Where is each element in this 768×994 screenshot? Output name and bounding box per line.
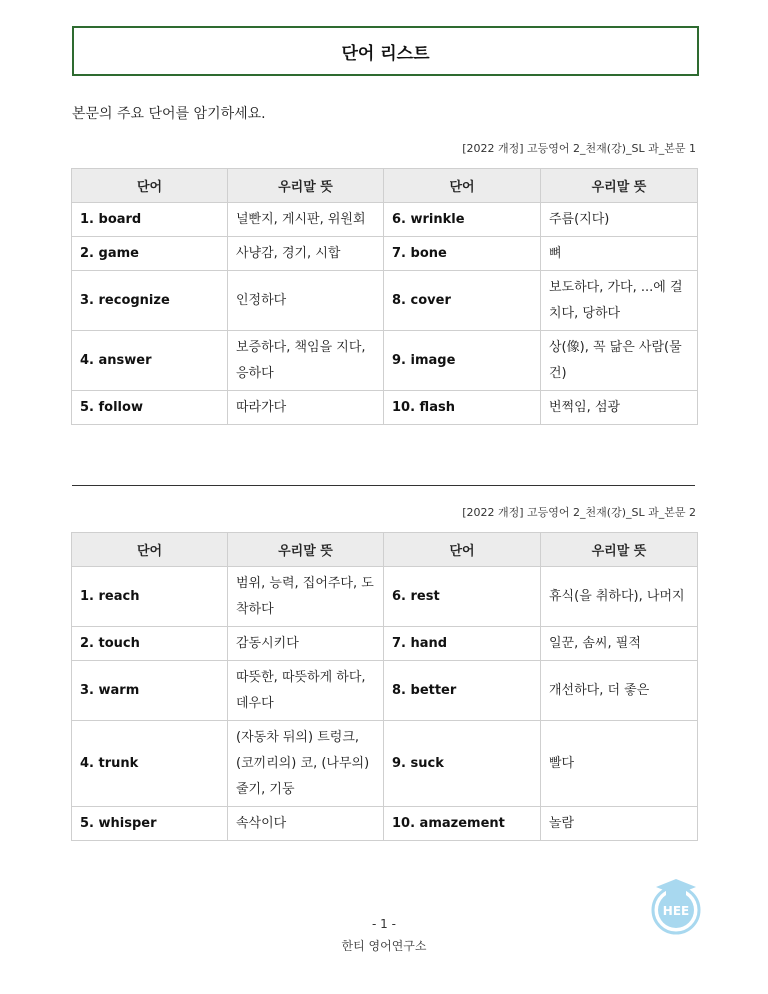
meaning-cell: 번쩍임, 섬광 [541,391,698,425]
word-cell: 9. image [384,331,541,391]
word-cell: 10. flash [384,391,541,425]
meaning-cell: 따뜻한, 따뜻하게 하다, 데우다 [228,661,384,721]
table-row [72,721,698,807]
meaning-cell: 범위, 능력, 집어주다, 도착하다 [228,567,384,627]
table-header-row [72,169,698,203]
vocab-table-1 [71,168,698,425]
table-header-row [72,533,698,567]
word-cell: 4. trunk [72,721,228,807]
header-meaning: 우리말 뜻 [541,169,698,203]
meaning-cell: 뼈 [541,237,698,271]
word-cell: 5. whisper [72,807,228,841]
word-cell: 1. reach [72,567,228,627]
instruction-text: 본문의 주요 단어를 암기하세요. [72,106,266,122]
table-row [72,567,698,627]
word-cell: 2. touch [72,627,228,661]
header-word: 단어 [384,169,541,203]
source-label-2: [2022 개정] 고등영어 2_천재(강)_SL 과_본문 2 [462,506,696,519]
meaning-cell: 개선하다, 더 좋은 [541,661,698,721]
meaning-cell: 빨다 [541,721,698,807]
meaning-cell: 인정하다 [228,271,384,331]
meaning-cell: 널빤지, 게시판, 위원회 [228,203,384,237]
meaning-cell: 일꾼, 솜씨, 필적 [541,627,698,661]
word-cell: 3. warm [72,661,228,721]
title-box [72,26,699,76]
word-cell: 8. better [384,661,541,721]
table-row [72,807,698,841]
table-row [72,627,698,661]
meaning-cell: 상(像), 꼭 닮은 사람(물건) [541,331,698,391]
meaning-cell: 휴식(을 취하다), 나머지 [541,567,698,627]
meaning-cell: (자동차 뒤의) 트렁크, (코끼리의) 코, (나무의) 줄기, 기둥 [228,721,384,807]
word-cell: 9. suck [384,721,541,807]
meaning-cell: 속삭이다 [228,807,384,841]
word-cell: 4. answer [72,331,228,391]
word-cell: 6. wrinkle [384,203,541,237]
word-cell: 7. bone [384,237,541,271]
word-cell: 6. rest [384,567,541,627]
header-word: 단어 [72,533,228,567]
table-row [72,237,698,271]
table-row [72,331,698,391]
word-cell: 2. game [72,237,228,271]
source-label-1: [2022 개정] 고등영어 2_천재(강)_SL 과_본문 1 [462,142,696,155]
logo-text: HEE [662,904,690,918]
word-cell: 8. cover [384,271,541,331]
word-cell: 10. amazement [384,807,541,841]
word-cell: 7. hand [384,627,541,661]
word-cell: 5. follow [72,391,228,425]
meaning-cell: 놀람 [541,807,698,841]
vocab-table-2 [71,532,698,841]
meaning-cell: 따라가다 [228,391,384,425]
page-number: - 1 - [372,917,396,931]
table-row [72,203,698,237]
meaning-cell: 사냥감, 경기, 시합 [228,237,384,271]
header-meaning: 우리말 뜻 [228,169,384,203]
table-row [72,661,698,721]
word-cell: 3. recognize [72,271,228,331]
header-word: 단어 [384,533,541,567]
page-title: 단어 리스트 [341,43,430,64]
meaning-cell: 주름(지다) [541,203,698,237]
section-divider [72,485,695,486]
meaning-cell: 감동시키다 [228,627,384,661]
footer-organization: 한티 영어연구소 [341,939,427,953]
word-cell: 1. board [72,203,228,237]
header-word: 단어 [72,169,228,203]
meaning-cell: 보도하다, 가다, ...에 걸치다, 당하다 [541,271,698,331]
table-row [72,271,698,331]
table-row [72,391,698,425]
meaning-cell: 보증하다, 책임을 지다, 응하다 [228,331,384,391]
header-meaning: 우리말 뜻 [228,533,384,567]
header-meaning: 우리말 뜻 [541,533,698,567]
